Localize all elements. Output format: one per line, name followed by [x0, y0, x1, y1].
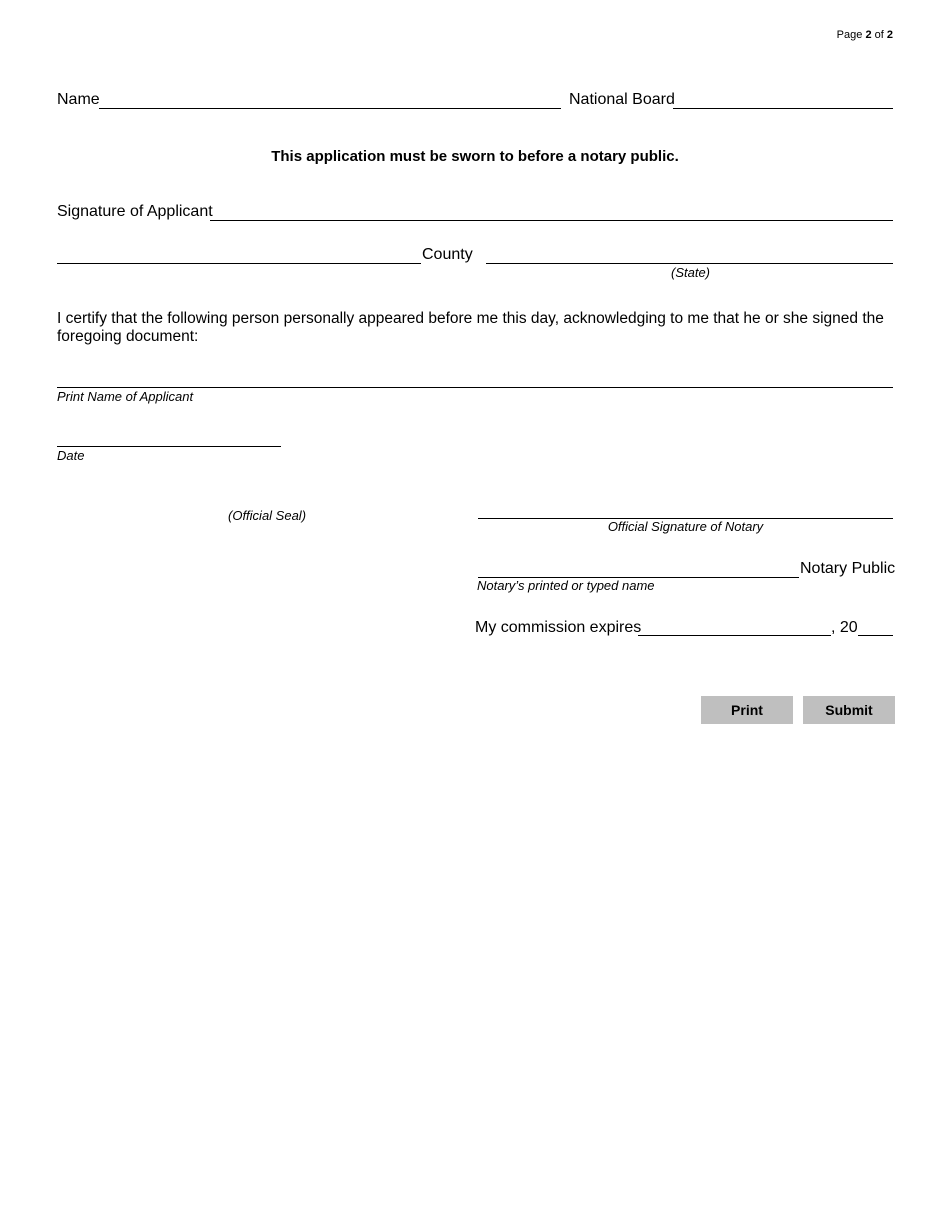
county-label: County [422, 246, 473, 263]
page-number [837, 29, 893, 42]
official-seal-caption: (Official Seal) [228, 508, 307, 523]
notary-name-caption: Notary’s printed or typed name [477, 578, 655, 593]
state-caption: (State) [671, 265, 711, 280]
notary-public-label: Notary Public [800, 560, 896, 577]
date-field-line[interactable] [57, 446, 281, 447]
submit-button[interactable]: Submit [803, 696, 895, 724]
commission-expires-label: My commission expires [475, 619, 642, 636]
name-field-line[interactable] [99, 108, 561, 109]
page-prefix: Page [836, 29, 863, 41]
county-field-line[interactable] [57, 263, 421, 264]
national-board-field-line[interactable] [673, 108, 893, 109]
name-label: Name [57, 91, 100, 108]
applicant-signature-line[interactable] [210, 220, 893, 221]
page-of: of [874, 29, 884, 41]
certification-text: I certify that the following person personally appeared before me this day, acknowledging to me that he or she signed the foregoing document: [57, 310, 884, 345]
applicant-signature-label: Signature of Applicant [57, 203, 213, 220]
page-current: 2 [865, 29, 872, 41]
commission-date-line[interactable] [638, 635, 831, 636]
date-caption: Date [57, 448, 85, 463]
notary-signature-caption: Official Signature of Notary [607, 519, 764, 534]
national-board-label: National Board [569, 91, 675, 108]
state-field-line[interactable] [486, 263, 893, 264]
print-button[interactable]: Print [701, 696, 793, 724]
notary-notice: This application must be sworn to before a notary public. [271, 148, 679, 165]
print-name-line[interactable] [57, 387, 893, 388]
commission-year-line[interactable] [858, 635, 893, 636]
page-total: 2 [886, 29, 893, 41]
print-name-caption: Print Name of Applicant [57, 389, 194, 404]
commission-year-prefix: , 20 [831, 619, 858, 636]
